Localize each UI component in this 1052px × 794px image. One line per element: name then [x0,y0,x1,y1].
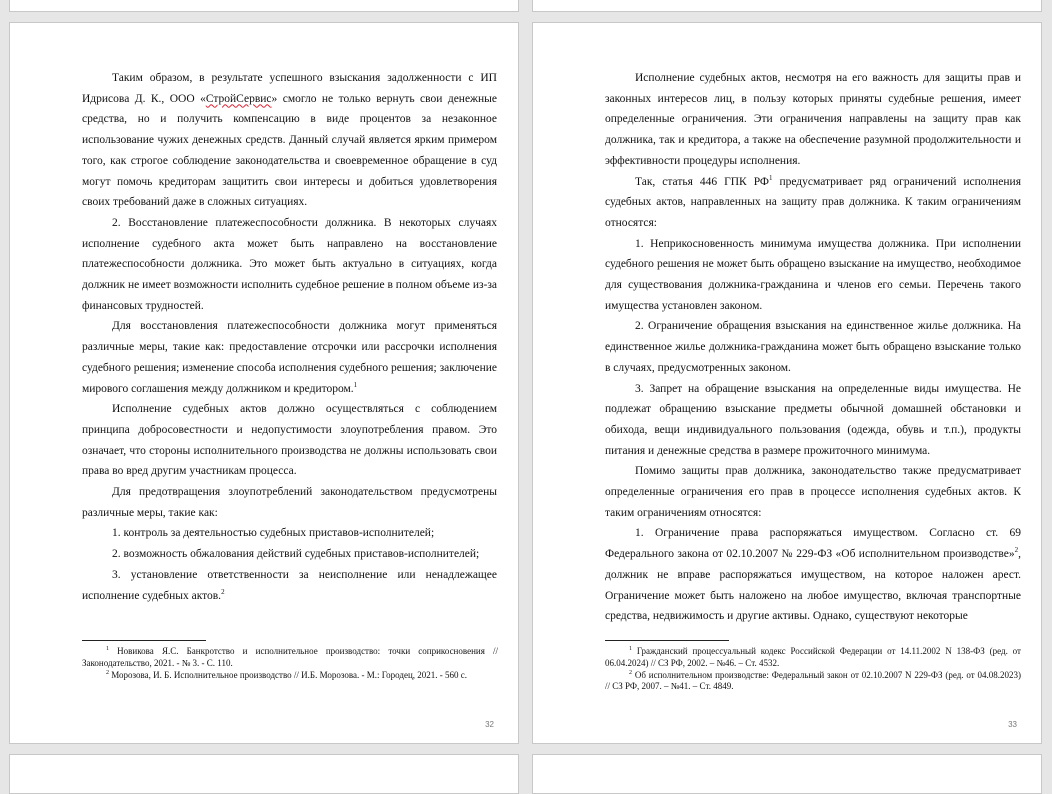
next-page-stub [532,754,1042,794]
document-page-32[interactable] [9,22,519,744]
footnote-separator [605,640,729,641]
footnote-ref[interactable]: 2 [221,587,225,596]
paragraph[interactable]: 1. Неприкосновенность минимума имущества должника. При исполнении судебного решения не может быть обращено взыскание на имущество, необходимое для существования должника-гражданина и членов его семьи. Перечень такого имущества установлен законом. [605,237,1021,312]
page-number: 33 [1008,720,1017,729]
paragraph[interactable]: Помимо защиты прав должника, законодательство также предусматривает определенные ограничения его прав в процессе исполнения судебных актов. К таким ограничениям относятся: [605,465,1021,519]
footnote[interactable]: $^2$ Об исполнительном производстве: Федеральный закон от 02.10.2007 N 229-ФЗ (ред. от 04.08.2023) // СЗ РФ, 2007. – №41. – Ст. 4849. [605,669,1022,692]
page-number: 32 [485,720,494,729]
paragraph[interactable]: 3. Запрет на обращение взыскания на определенные виды имущества. Не подлежат обращению взыскание предметы обычной домашней обстановки и обихода, вещи индивидуального пользования (одежда, обувь и т.п.), продукты питания и денежные средства в размере прожиточного минимума. [605,382,1021,457]
footnotes[interactable] [605,646,1021,693]
paragraph[interactable]: Исполнение судебных актов, несмотря на его важность для защиты прав и законных интересов лиц, в пользу которых приняты судебные решения, имеет определенные ограничения. Эти ограничения направлены на защиту прав как должника, так и кредитора, а также на обеспечение разумной продолжительности и эффективности процедуры исполнения. [605,72,1021,167]
previous-page-stub [9,0,519,12]
footnote[interactable]: $^1$ Новикова Я.С. Банкротство и исполнительное производство: точки соприкосновения // Законодательство, 2021. - № 3. - С. 110. [82,646,498,668]
previous-page-stub [532,0,1042,12]
paragraph[interactable]: 2. Ограничение обращения взыскания на единственное жилье должника. На единственное жилье должника-гражданина может быть обращено взыскание только в случаях, предусмотренных законом. [605,320,1021,374]
paragraph[interactable]: 3. установление ответственности за неисполнение или ненадлежащее исполнение судебных актов.$^2$ [82,568,497,602]
document-page-33[interactable] [532,22,1042,744]
paragraph[interactable]: Для предотвращения злоупотреблений законодательством предусмотрены различные меры, такие как: [82,486,497,519]
footnote-ref[interactable]: 1 [353,380,358,389]
paragraph[interactable]: Для восстановления платежеспособности должника могут применяться различные меры, такие как: предоставление отсрочки или рассрочки исполнения судебного решения; изменение способа исполнения судебного решения; заключение мирового соглашения между должником и кредитором.$^1$ [82,320,497,395]
page-body[interactable] [82,68,497,606]
paragraph[interactable]: Исполнение судебных актов должно осуществляться с соблюдением принципа добросовестности и недопустимости злоупотребления правом. Это означает, что стороны исполнительного производства не должны использовать свои права во вред другим участникам процесса. [82,403,497,478]
footnote[interactable]: $^1$ Гражданский процессуальный кодекс Российской Федерации от 14.11.2002 N 138-ФЗ (ред. от 06.04.2024) // СЗ РФ, 2002. – №46. – Ст. 4532. [605,646,1021,668]
footnote[interactable]: $^2$ Морозова, И. Б. Исполнительное производство // И.Б. Морозова. - М.: Городец, 2021. - 560 с. [106,669,468,680]
paragraph[interactable]: Таким образом, в результате успешного взыскания задолженности с ИП Идрисова Д. К., ООО «СтройСервис» смогло не только вернуть свои денежные средства, но и получить компенсацию в виде процентов за незаконное использование чужих денежных средств. Данный случай является ярким примером того, как строгое соблюдение законодательства и своевременное обращение в суд могут помочь кредиторам защитить свои интересы и добиться удовлетворения своих требований даже в сложных ситуациях. [82,72,497,209]
next-page-stub [9,754,519,794]
footnote-ref[interactable]: 2 [1014,546,1019,555]
footnote-ref[interactable]: 1 [768,173,773,182]
paragraph[interactable]: Так, статья 446 ГПК $РФ^1$ предусматривает ряд ограничений исполнения судебных актов, направленных на защиту прав должника. К таким ограничениям относятся: [605,173,1021,229]
paragraph[interactable]: 2. возможность обжалования действий судебных приставов-исполнителей; [112,548,480,561]
page-body[interactable] [605,68,1021,627]
paragraph[interactable]: 2. Восстановление платежеспособности должника. В некоторых случаях исполнение судебного акта может быть направлено на восстановление платежеспособности должника. Это может быть актуально в ситуациях, когда должник не имеет возможности исполнить судебное решение в полном объеме из-за финансовых трудностей. [82,216,497,312]
paragraph[interactable]: 1. Ограничение права распоряжаться имуществом. Согласно ст. 69 Федерального закона от 02.10.2007 № 229-ФЗ «Об исполнительном производстве»$^2$, должник не вправе распоряжаться имуществом, на которое наложен арест. Ограничение может быть наложено на любое имущество, включая транспортные средства, недвижимость и другие активы. Однако, существуют некоторые [605,527,1021,623]
spellcheck-marked-word[interactable]: СтройСервис [205,92,272,105]
paragraph[interactable]: 1. контроль за деятельностью судебных приставов-исполнителей; [112,527,435,540]
footnotes[interactable] [82,646,498,681]
footnote-separator [82,640,206,641]
